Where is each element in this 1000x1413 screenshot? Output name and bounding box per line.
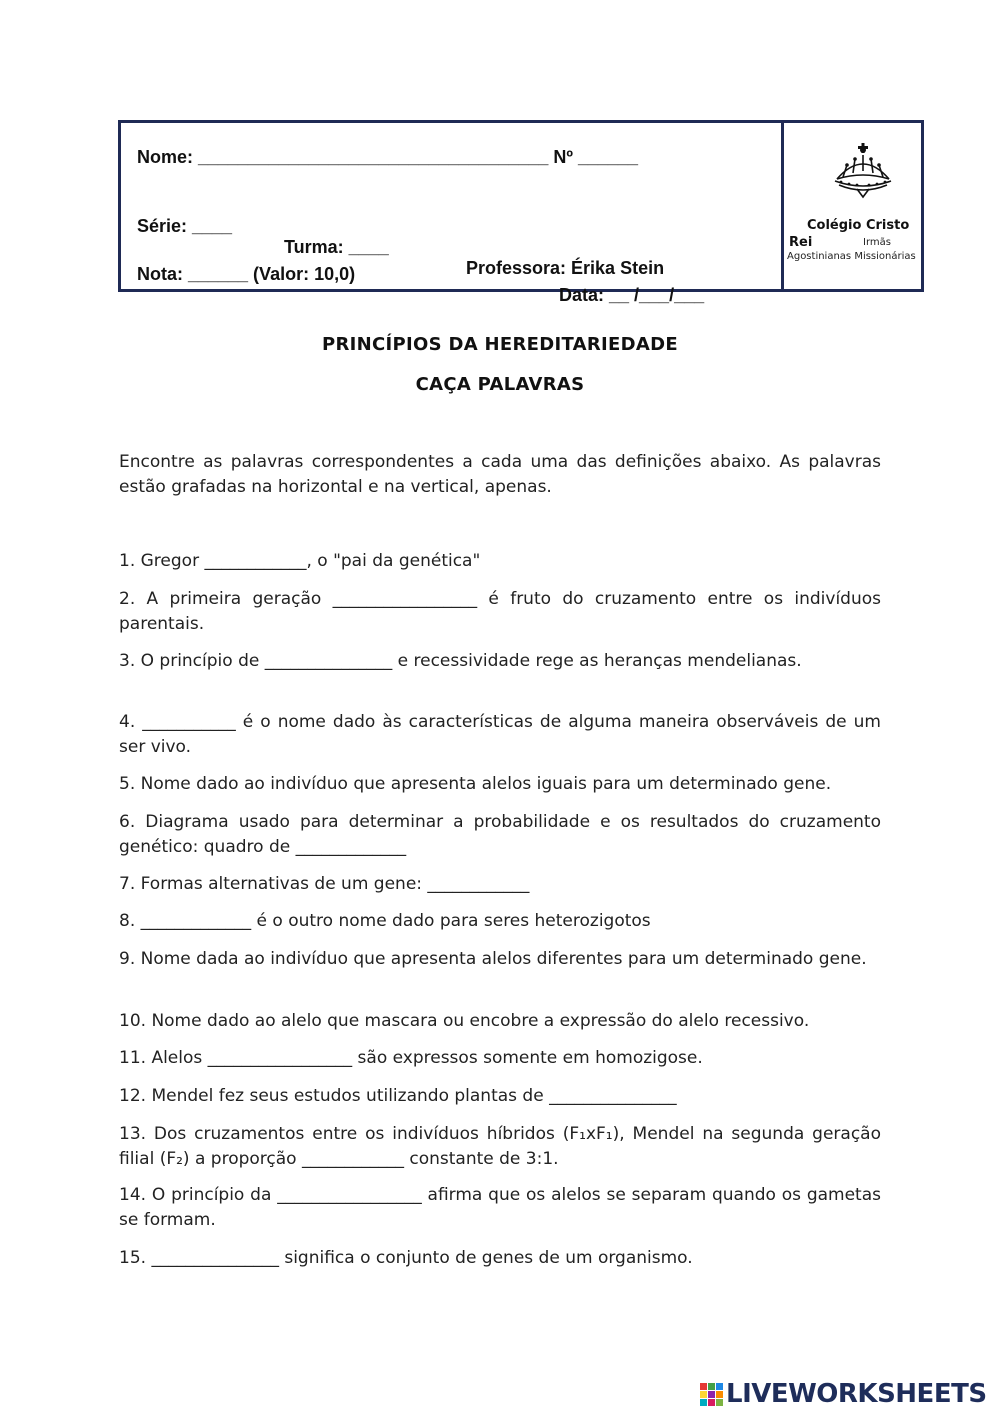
serie-label: Série: ____ [137,216,233,236]
header-divider [781,123,784,289]
logo-square [716,1391,723,1398]
question-3: 3. O princípio de _______________ e recessividade rege as heranças mendelianas. [119,651,802,671]
question-9: 9. Nome dada ao indivíduo que apresenta alelos diferentes para um determinado gene. [119,949,867,969]
question-6: 6. Diagrama usado para determinar a probabilidade e os resultados do cruzamento genético: quadro de _____________ [119,812,881,857]
logo-square [708,1399,715,1406]
school-subtitle: Agostinianas Missionárias [787,251,916,262]
question-1: 1. Gregor ____________, o "pai da genética" [119,551,481,571]
question-11: 11. Alelos _________________ são expressos somente em homozigose. [119,1048,703,1068]
question-4: 4. ___________ é o nome dado às características de alguma maneira observáveis de um ser vivo. [119,712,881,757]
logo-square [716,1399,723,1406]
nome-line: Nome: ___________________________________ Nº ______ [137,147,639,167]
professora-label: Professora: Érika Stein [466,258,665,278]
question-14: 14. O princípio da _________________ afirma que os alelos se separam quando os gametas se formam. [119,1185,881,1230]
data-label: Data: __ /___/___ [559,285,705,305]
school-irmas: Irmãs [863,237,891,248]
question-15: 15. _______________ significa o conjunto de genes de um organismo. [119,1248,693,1268]
logo-square [700,1399,707,1406]
logo-square [708,1391,715,1398]
question-10: 10. Nome dado ao alelo que mascara ou encobre a expressão do alelo recessivo. [119,1011,810,1031]
page-subtitle: CAÇA PALAVRAS [415,374,585,395]
question-2: 2. A primeira geração _________________ é fruto do cruzamento entre os indivíduos parentais. [119,589,881,634]
instructions: Encontre as palavras correspondentes a cada uma das definições abaixo. As palavras estão grafadas na horizontal e na vertical, apenas. [119,452,881,497]
question-13: 13. Dos cruzamentos entre os indivíduos híbridos (F₁xF₁), Mendel na segunda geração filial (F₂) a proporção ____________ constante de 3:1. [119,1124,881,1169]
question-5: 5. Nome dado ao indivíduo que apresenta alelos iguais para um determinado gene. [119,774,832,794]
liveworksheets-watermark [700,1378,987,1410]
question-8: 8. _____________ é o outro nome dado para seres heterozigotos [119,911,651,931]
school-name: Colégio Cristo [807,218,910,233]
logo-square [708,1383,715,1390]
header-box [118,120,924,305]
nota-label: Nota: ______ (Valor: 10,0) [137,264,356,284]
logo-square [700,1391,707,1398]
school-logo [787,133,923,283]
school-name-rei: Rei [789,235,813,250]
logo-square [700,1383,707,1390]
liveworksheets-logo-icon [700,1383,722,1405]
liveworksheets-text: LIVEWORKSHEETS [726,1379,987,1409]
turma-label: Turma: ____ [284,237,389,257]
question-12: 12. Mendel fez seus estudos utilizando plantas de _______________ [119,1086,677,1106]
logo-square [716,1383,723,1390]
crown-icon [827,141,899,199]
question-7: 7. Formas alternativas de um gene: ____________ [119,874,530,894]
page-title: PRINCÍPIOS DA HEREDITARIEDADE [322,334,678,355]
